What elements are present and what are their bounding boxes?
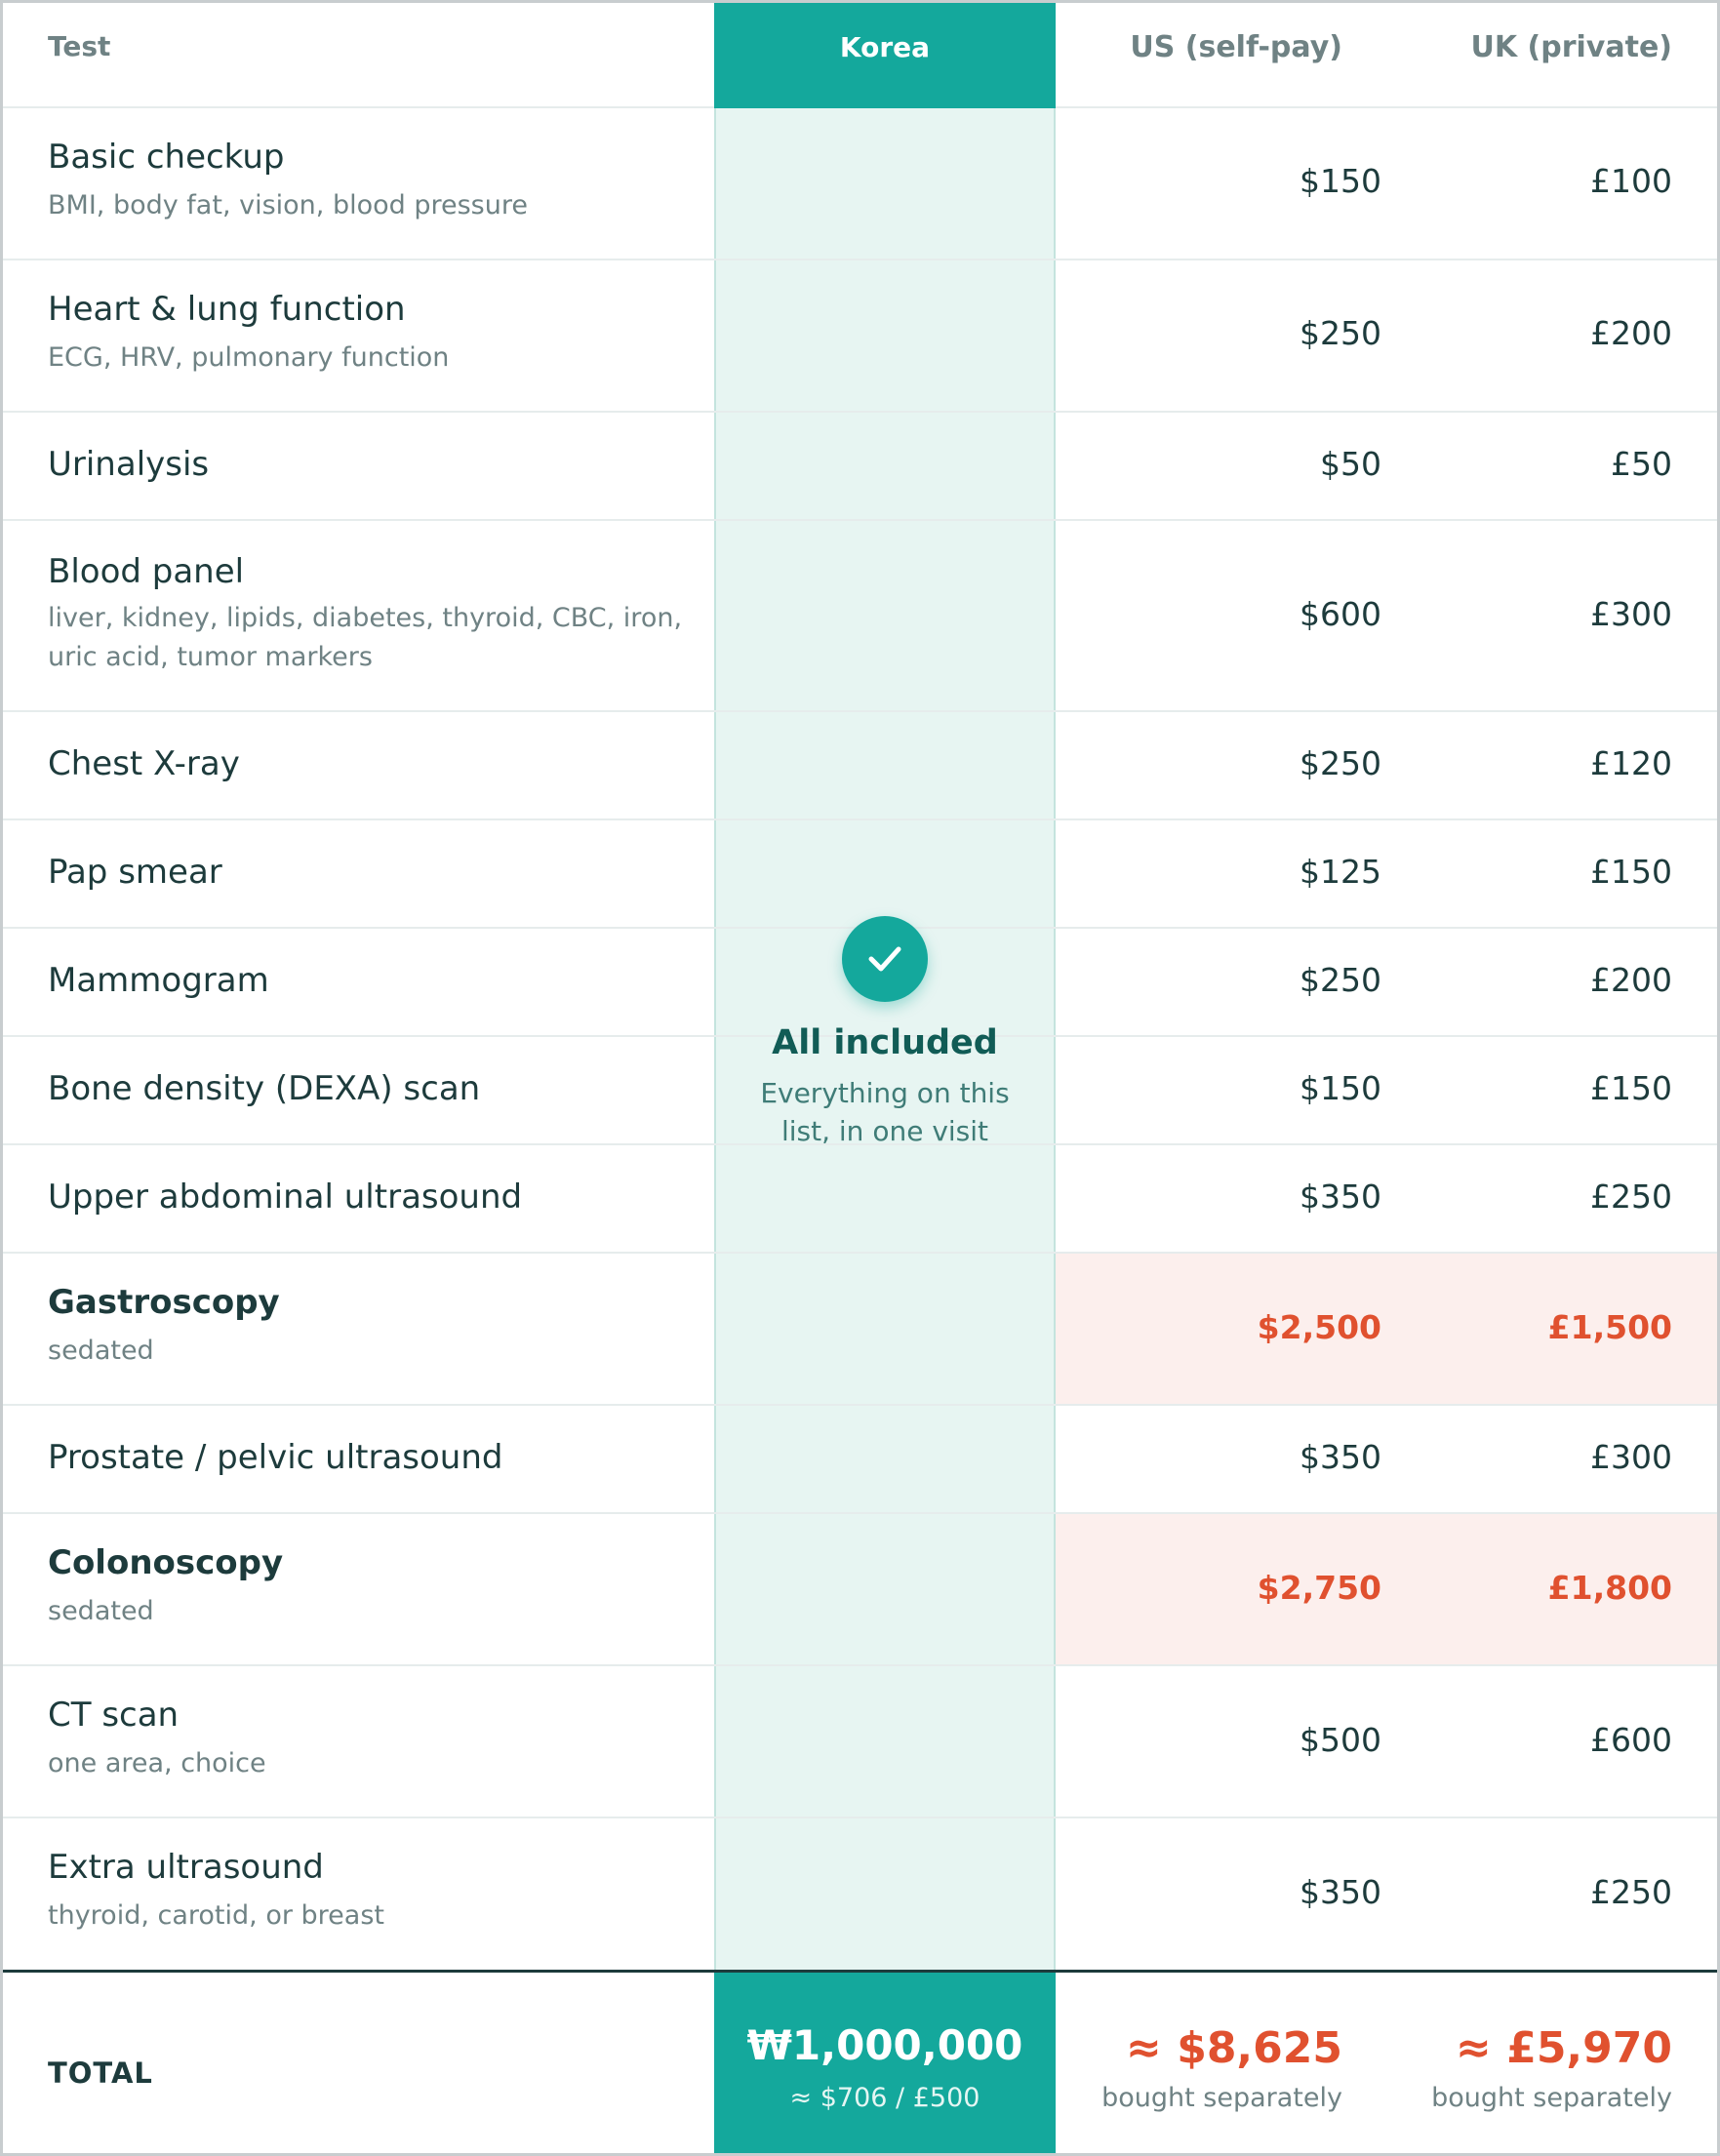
- test-name: Blood panel: [48, 552, 245, 591]
- header-us: US (self-pay): [1130, 30, 1342, 64]
- uk-cell: [1387, 1145, 1717, 1252]
- included-title: All included: [772, 1023, 998, 1062]
- uk-cell: [1387, 712, 1717, 818]
- total-label: TOTAL: [48, 2056, 153, 2090]
- included-subtitle: Everything on this list, in one visit: [760, 1077, 1010, 1147]
- uk-cell: [1387, 1818, 1717, 1970]
- table-row: [3, 260, 1717, 413]
- us-cell: [1056, 108, 1387, 259]
- total-korea-conversion: ≈ $706 / £500: [789, 2083, 980, 2113]
- uk-cell: [1387, 108, 1717, 259]
- table-row: [3, 108, 1717, 260]
- us-price: $250: [1300, 961, 1381, 999]
- us-cell: [1056, 1406, 1387, 1512]
- header-korea: Korea: [714, 3, 1056, 108]
- uk-price: £200: [1590, 314, 1672, 352]
- header-uk: UK (private): [1470, 30, 1672, 64]
- us-cell: [1056, 1145, 1387, 1252]
- table-header: [3, 3, 1717, 108]
- us-price: $125: [1300, 853, 1381, 891]
- uk-price: £250: [1590, 1873, 1672, 1911]
- us-price: $350: [1300, 1178, 1381, 1216]
- us-price: $250: [1300, 744, 1381, 782]
- total-uk-amount: ≈ £5,970: [1456, 2023, 1672, 2073]
- total-uk-cell: [1431, 2023, 1672, 2113]
- total-us-note: bought separately: [1101, 2083, 1342, 2113]
- table-row: [3, 1818, 1717, 1970]
- us-cell: [1056, 1818, 1387, 1970]
- test-name: Mammogram: [48, 961, 269, 1000]
- us-cell: [1056, 521, 1387, 710]
- check-icon: [842, 916, 928, 1002]
- uk-price: £100: [1590, 162, 1672, 200]
- us-cell: [1056, 413, 1387, 519]
- uk-price: £300: [1590, 595, 1672, 633]
- us-price: $350: [1300, 1438, 1381, 1476]
- us-cell: [1056, 260, 1387, 411]
- total-us-cell: [1101, 2023, 1342, 2113]
- us-cell: [1056, 1037, 1387, 1143]
- table-row: [3, 521, 1717, 712]
- uk-price: £120: [1590, 744, 1672, 782]
- us-price: $2,750: [1257, 1569, 1381, 1607]
- test-name: Pap smear: [48, 853, 222, 892]
- test-detail: one area, choice: [48, 1748, 266, 1778]
- total-uk-note: bought separately: [1431, 2083, 1672, 2113]
- test-detail: ECG, HRV, pulmonary function: [48, 342, 450, 373]
- test-detail: BMI, body fat, vision, blood pressure: [48, 190, 528, 220]
- header-test: Test: [48, 30, 111, 62]
- uk-cell: [1387, 929, 1717, 1035]
- test-name: Gastroscopy: [48, 1283, 280, 1322]
- table-row-highlighted: [3, 1514, 1717, 1666]
- test-name: Urinalysis: [48, 445, 210, 484]
- uk-cell: [1387, 260, 1717, 411]
- test-name: Extra ultrasound: [48, 1848, 324, 1887]
- table-row: [3, 1406, 1717, 1514]
- uk-cell: [1387, 1514, 1717, 1664]
- uk-price: £150: [1590, 1069, 1672, 1107]
- total-korea-amount: ₩1,000,000: [746, 2021, 1023, 2069]
- total-us-amount: ≈ $8,625: [1126, 2023, 1342, 2073]
- uk-price: £1,800: [1547, 1569, 1672, 1607]
- table-row: [3, 712, 1717, 820]
- uk-cell: [1387, 1037, 1717, 1143]
- table-row: [3, 1145, 1717, 1254]
- us-price: $500: [1300, 1721, 1381, 1759]
- test-name: Bone density (DEXA) scan: [48, 1069, 481, 1108]
- us-cell: [1056, 712, 1387, 818]
- table-row: [3, 413, 1717, 521]
- uk-price: £150: [1590, 853, 1672, 891]
- us-cell: [1056, 1514, 1387, 1664]
- us-price: $150: [1300, 162, 1381, 200]
- test-detail: sedated: [48, 1596, 154, 1626]
- uk-price: £1,500: [1547, 1308, 1672, 1346]
- uk-price: £50: [1611, 445, 1672, 483]
- us-cell: [1056, 929, 1387, 1035]
- table-row: [3, 1666, 1717, 1818]
- us-cell: [1056, 1666, 1387, 1817]
- us-price: $350: [1300, 1873, 1381, 1911]
- test-name: Prostate / pelvic ultrasound: [48, 1438, 503, 1477]
- us-price: $600: [1300, 595, 1381, 633]
- test-name: CT scan: [48, 1696, 180, 1735]
- us-cell: [1056, 1254, 1387, 1404]
- total-korea-cell: [714, 1973, 1056, 2156]
- korea-included-block: [714, 916, 1056, 1150]
- uk-cell: [1387, 1666, 1717, 1817]
- uk-price: £200: [1590, 961, 1672, 999]
- us-price: $250: [1300, 314, 1381, 352]
- test-name: Upper abdominal ultrasound: [48, 1178, 523, 1217]
- us-price: $50: [1320, 445, 1381, 483]
- uk-price: £600: [1590, 1721, 1672, 1759]
- test-detail: liver, kidney, lipids, diabetes, thyroid, CBC, iron, uric acid, tumor markers: [48, 603, 683, 672]
- us-price: $2,500: [1257, 1308, 1381, 1346]
- test-name: Chest X-ray: [48, 744, 240, 783]
- us-cell: [1056, 820, 1387, 927]
- test-name: Basic checkup: [48, 138, 285, 177]
- uk-price: £300: [1590, 1438, 1672, 1476]
- uk-cell: [1387, 521, 1717, 710]
- test-name: Colonoscopy: [48, 1543, 284, 1582]
- uk-cell: [1387, 1254, 1717, 1404]
- us-price: $150: [1300, 1069, 1381, 1107]
- test-detail: thyroid, carotid, or breast: [48, 1900, 384, 1931]
- test-name: Heart & lung function: [48, 290, 406, 329]
- uk-cell: [1387, 1406, 1717, 1512]
- total-row: [3, 1970, 1717, 2153]
- uk-cell: [1387, 820, 1717, 927]
- table-row-highlighted: [3, 1254, 1717, 1406]
- table-row: [3, 820, 1717, 929]
- uk-price: £250: [1590, 1178, 1672, 1216]
- test-detail: sedated: [48, 1336, 154, 1366]
- uk-cell: [1387, 413, 1717, 519]
